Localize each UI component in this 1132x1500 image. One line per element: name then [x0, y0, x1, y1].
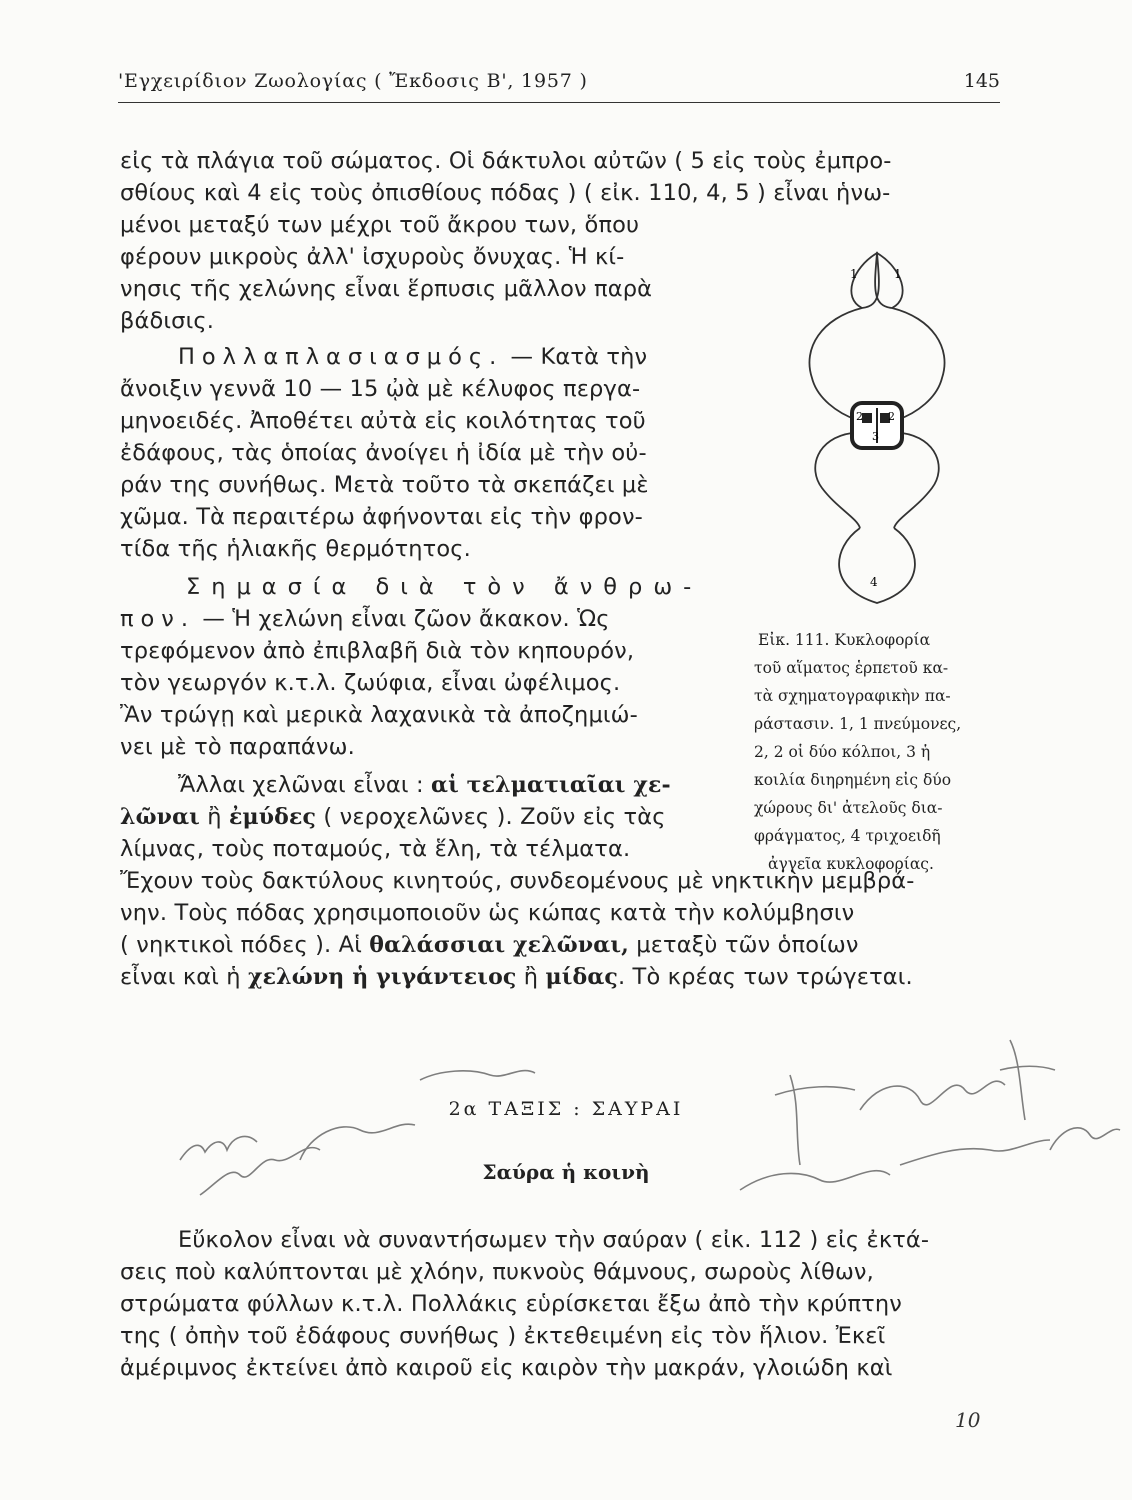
bold-term: χελώνη ἡ γιγάντειος [248, 964, 517, 990]
text-line: σθίους καὶ 4 εἰς τοὺς ὀπισθίους πόδας ) ( εἰκ. 110, 4, 5 ) εἶναι ἡνω- [120, 180, 891, 206]
text-line: Ἂν τρώγῃ καὶ μερικὰ λαχανικὰ τὰ ἀποζημιώ- [120, 702, 638, 728]
section-subheading: Σαύρα ἡ κοινὴ [482, 1160, 650, 1184]
fig-label: 3 [872, 430, 879, 443]
page-number: 145 [963, 70, 1000, 92]
para-line: εἶναι καὶ ἡ χελώνη ἡ γιγάντειος ἢ μίδας. Τὸ κρέας των τρώγεται. [120, 964, 913, 990]
text-line: Εὔκολον εἶναι νὰ συναντήσωμεν τὴν σαύραν ( εἰκ. 112 ) εἰς ἐκτά- [178, 1227, 930, 1253]
book-page: 'Εγχειρίδιον Ζωολογίας ( Ἔκδοσις Β', 1957 ) 145 εἰς τὰ πλάγια τοῦ σώματος. Οἱ δάκτυλοι αὐτῶν ( 5 εἰς τοὺς ἐμπρο- σθίους καὶ 4 εἰς τοὺς ὀπισθίους πόδας ) ( εἰκ. 110, 4, 5 ) εἶναι ἡνω- μένοι μεταξύ των μέχρι τοῦ ἄκρου των, ὅπου φέρουν μικροὺς ἀλλ' ἰσχυροὺς ὄνυχας. Ἡ κί- νησις τῆς χελώνης εἶναι ἕρπυσις μᾶλλον παρὰ βάδισις. Πολλαπλασιασμός. — Κατὰ τὴν ἄνοιξιν γεννᾶ 10 — 15 ᾠὰ μὲ κέλυφος περγα- μηνοειδές. Ἀποθέτει αὐτὰ εἰς κοιλότητας τοῦ ἐδάφους, τὰς ὁποίας ἀνοίγει ἡ ἰδία μὲ τὴν οὐ- ράν της συνήθως. Μετὰ τοῦτο τὰ σκεπάζει μὲ χῶμα. Τὰ περαιτέρω ἀφήνονται εἰς τὴν φρον- τίδα τῆς ἡλιακῆς θερμότητος. Σημασία διὰ τὸν ἄνθρω- πον. — Ἡ χελώνη εἶναι ζῶον ἄκακον. Ὡς τρεφόμενον ἀπὸ ἐπιβλαβῆ διὰ τὸν κηπουρόν, τὸν γεωργόν κ.τ.λ. ζωύφια, εἶναι ὠφέλιμος. Ἂν τρώγῃ καὶ μερικὰ λαχανικὰ τὰ ἀποζημιώ- νει μὲ τὸ παραπάνω. Ἄλλαι χελῶναι εἶναι : αἱ τελματιαῖαι χε- λῶναι ἢ ἐμύδες ( νεροχελῶνες ). Ζοῦν εἰς τὰς λίμνας, τοὺς ποταμούς, τὰ ἕλη, τὰ τέλματα. Ἔχουν τοὺς δακτύλους κινητούς, συνδεομένους μὲ νηκτικὴν μεμβρά- νην. Τοὺς πόδας χρησιμοποιοῦν ὡς κώπας κατὰ τὴν κολύμβησιν ( νηκτικοὶ πόδες ). Αἱ θαλάσσιαι χελῶναι, μεταξὺ τῶν ὁποίων εἶναι καὶ ἡ χελώνη ἡ γιγάντειος ἢ μίδας. Τὸ κρέας των τρώγεται. 1 1 2 2 3 4 Εἰκ. 111. Κυκλοφορία τοῦ αἵματος ἑρπετοῦ κα- τὰ σχηματογραφικὴν πα- ράστασιν. 1, 1 πνεύμονες, 2, 2 οἱ δύο κόλποι, 3 ἡ κοιλία διηρημένη εἰς δύο χώρους δι' ἀτελοῦς δια- φράγματος, 4 τριχοειδῆ ἀγγεῖα κυκλοφορίας. 2α ΤΑΞΙΣ : ΣΑΥΡΑΙ Σαύρα ἡ κοινὴ Εὔκολον εἶναι νὰ συναντήσωμεν τὴν σαύραν ( εἰκ. 112 ) εἰς ἐκτά- σεις ποὺ καλύπτονται μὲ χλόην, πυκνοὺς θάμνους, σωροὺς λίθων, στρώματα φύλλων κ.τ.λ. Πολλάκις εὑρίσκεται ἔξω ἀπὸ τὴν κρύπτην της ( ὀπὴν τοῦ ἐδάφους συνήθως ) ἐκτεθειμένη εἰς τὸν ἥλιον. Ἐκεῖ ἀμέριμνος ἐκτείνει ἀπὸ καιροῦ εἰς καιρὸν τὴν μακράν, γλοιώδη καὶ 10 [0, 0, 1132, 1500]
bold-term: ἐμύδες [228, 804, 317, 830]
text-line: ράν της συνήθως. Μετὰ τοῦτο τὰ σκεπάζει μὲ [120, 472, 649, 498]
text-line: τρεφόμενον ἀπὸ ἐπιβλαβῆ διὰ τὸν κηπουρόν, [120, 638, 635, 664]
text-line: τὸν γεωργόν κ.τ.λ. ζωύφια, εἶναι ὠφέλιμος. [120, 670, 621, 696]
fig-label: 1 [894, 267, 902, 281]
bold-term: θαλάσσιαι χελῶναι, [369, 932, 629, 958]
text-line: χῶμα. Τὰ περαιτέρω ἀφήνονται εἰς τὴν φρον- [120, 504, 643, 530]
text-line: νησις τῆς χελώνης εἶναι ἕρπυσις μᾶλλον παρὰ [120, 276, 653, 302]
text-line: ἄνοιξιν γεννᾶ 10 — 15 ᾠὰ μὲ κέλυφος περγα- [120, 376, 641, 402]
pencil-marks [180, 1040, 1120, 1195]
text-line: της ( ὀπὴν τοῦ ἐδάφους συνήθως ) ἐκτεθειμένη εἰς τὸν ἥλιον. Ἐκεῖ [120, 1323, 886, 1349]
bold-term: μίδας [545, 964, 618, 990]
text-line: τίδα τῆς ἡλιακῆς θερμότητος. [120, 536, 471, 562]
fig-label: 2 [856, 410, 863, 423]
text-line: σεις ποὺ καλύπτονται μὲ χλόην, πυκνοὺς θάμνους, σωροὺς λίθων, [120, 1259, 874, 1285]
fig-label: 2 [888, 410, 895, 423]
para-line: πον. — Ἡ χελώνη εἶναι ζῶον ἄκακον. Ὡς [120, 606, 610, 632]
text-line: στρώματα φύλλων κ.τ.λ. Πολλάκις εὑρίσκεται ἔξω ἀπὸ τὴν κρύπτην [120, 1291, 902, 1317]
para-line: ( νηκτικοὶ πόδες ). Αἱ θαλάσσιαι χελῶναι, μεταξὺ τῶν ὁποίων [120, 932, 859, 958]
text-line: εἰς τὰ πλάγια τοῦ σώματος. Οἱ δάκτυλοι αὐτῶν ( 5 εἰς τοὺς ἐμπρο- [120, 148, 892, 174]
text-line: μηνοειδές. Ἀποθέτει αὐτὰ εἰς κοιλότητας τοῦ [120, 408, 646, 434]
fig-label: 1 [850, 267, 858, 281]
text-line: νει μὲ τὸ παραπάνω. [120, 734, 355, 760]
bold-term: λῶναι [120, 804, 200, 830]
text-line: νην. Τοὺς πόδας χρησιμοποιοῦν ὡς κώπας κατὰ τὴν κολύμβησιν [120, 900, 855, 926]
text-line: λίμνας, τοὺς ποταμούς, τὰ ἕλη, τὰ τέλματα. [120, 836, 631, 862]
para-line: Ἄλλαι χελῶναι εἶναι : αἱ τελματιαῖαι χε- [178, 772, 671, 798]
text-line: φέρουν μικροὺς ἀλλ' ἰσχυροὺς ὄνυχας. Ἡ κί- [120, 244, 625, 270]
text-line: Ἔχουν τοὺς δακτύλους κινητούς, συνδεομένους μὲ νηκτικὴν μεμβρά- [120, 868, 915, 894]
para-line: Πολλαπλασιασμός. — Κατὰ τὴν [178, 344, 648, 370]
fig-label: 4 [870, 575, 878, 589]
text-line: ἐδάφους, τὰς ὁποίας ἀνοίγει ἡ ἰδία μὲ τὴν οὐ- [120, 440, 647, 466]
signature-mark: 10 [955, 1408, 981, 1432]
text-line: ἀμέριμνος ἐκτείνει ἀπὸ καιροῦ εἰς καιρὸν τὴν μακράν, γλοιώδη καὶ [120, 1355, 893, 1381]
header-title: 'Εγχειρίδιον Ζωολογίας ( Ἔκδοσις Β', 1957 ) [118, 70, 588, 92]
section-heading-reproduction: Πολλαπλασιασμός. [178, 344, 504, 370]
para-line: λῶναι ἢ ἐμύδες ( νεροχελῶνες ). Ζοῦν εἰς τὰς [120, 804, 666, 830]
bold-term: αἱ τελματιαῖαι χε- [431, 772, 671, 798]
section-heading-importance: Σημασία διὰ τὸν ἄνθρω- [186, 574, 703, 600]
section-heading: 2α ΤΑΞΙΣ : ΣΑΥΡΑΙ [448, 1098, 684, 1120]
text-line: μένοι μεταξύ των μέχρι τοῦ ἄκρου των, ὅπου [120, 212, 640, 238]
text-line: βάδισις. [120, 308, 215, 334]
